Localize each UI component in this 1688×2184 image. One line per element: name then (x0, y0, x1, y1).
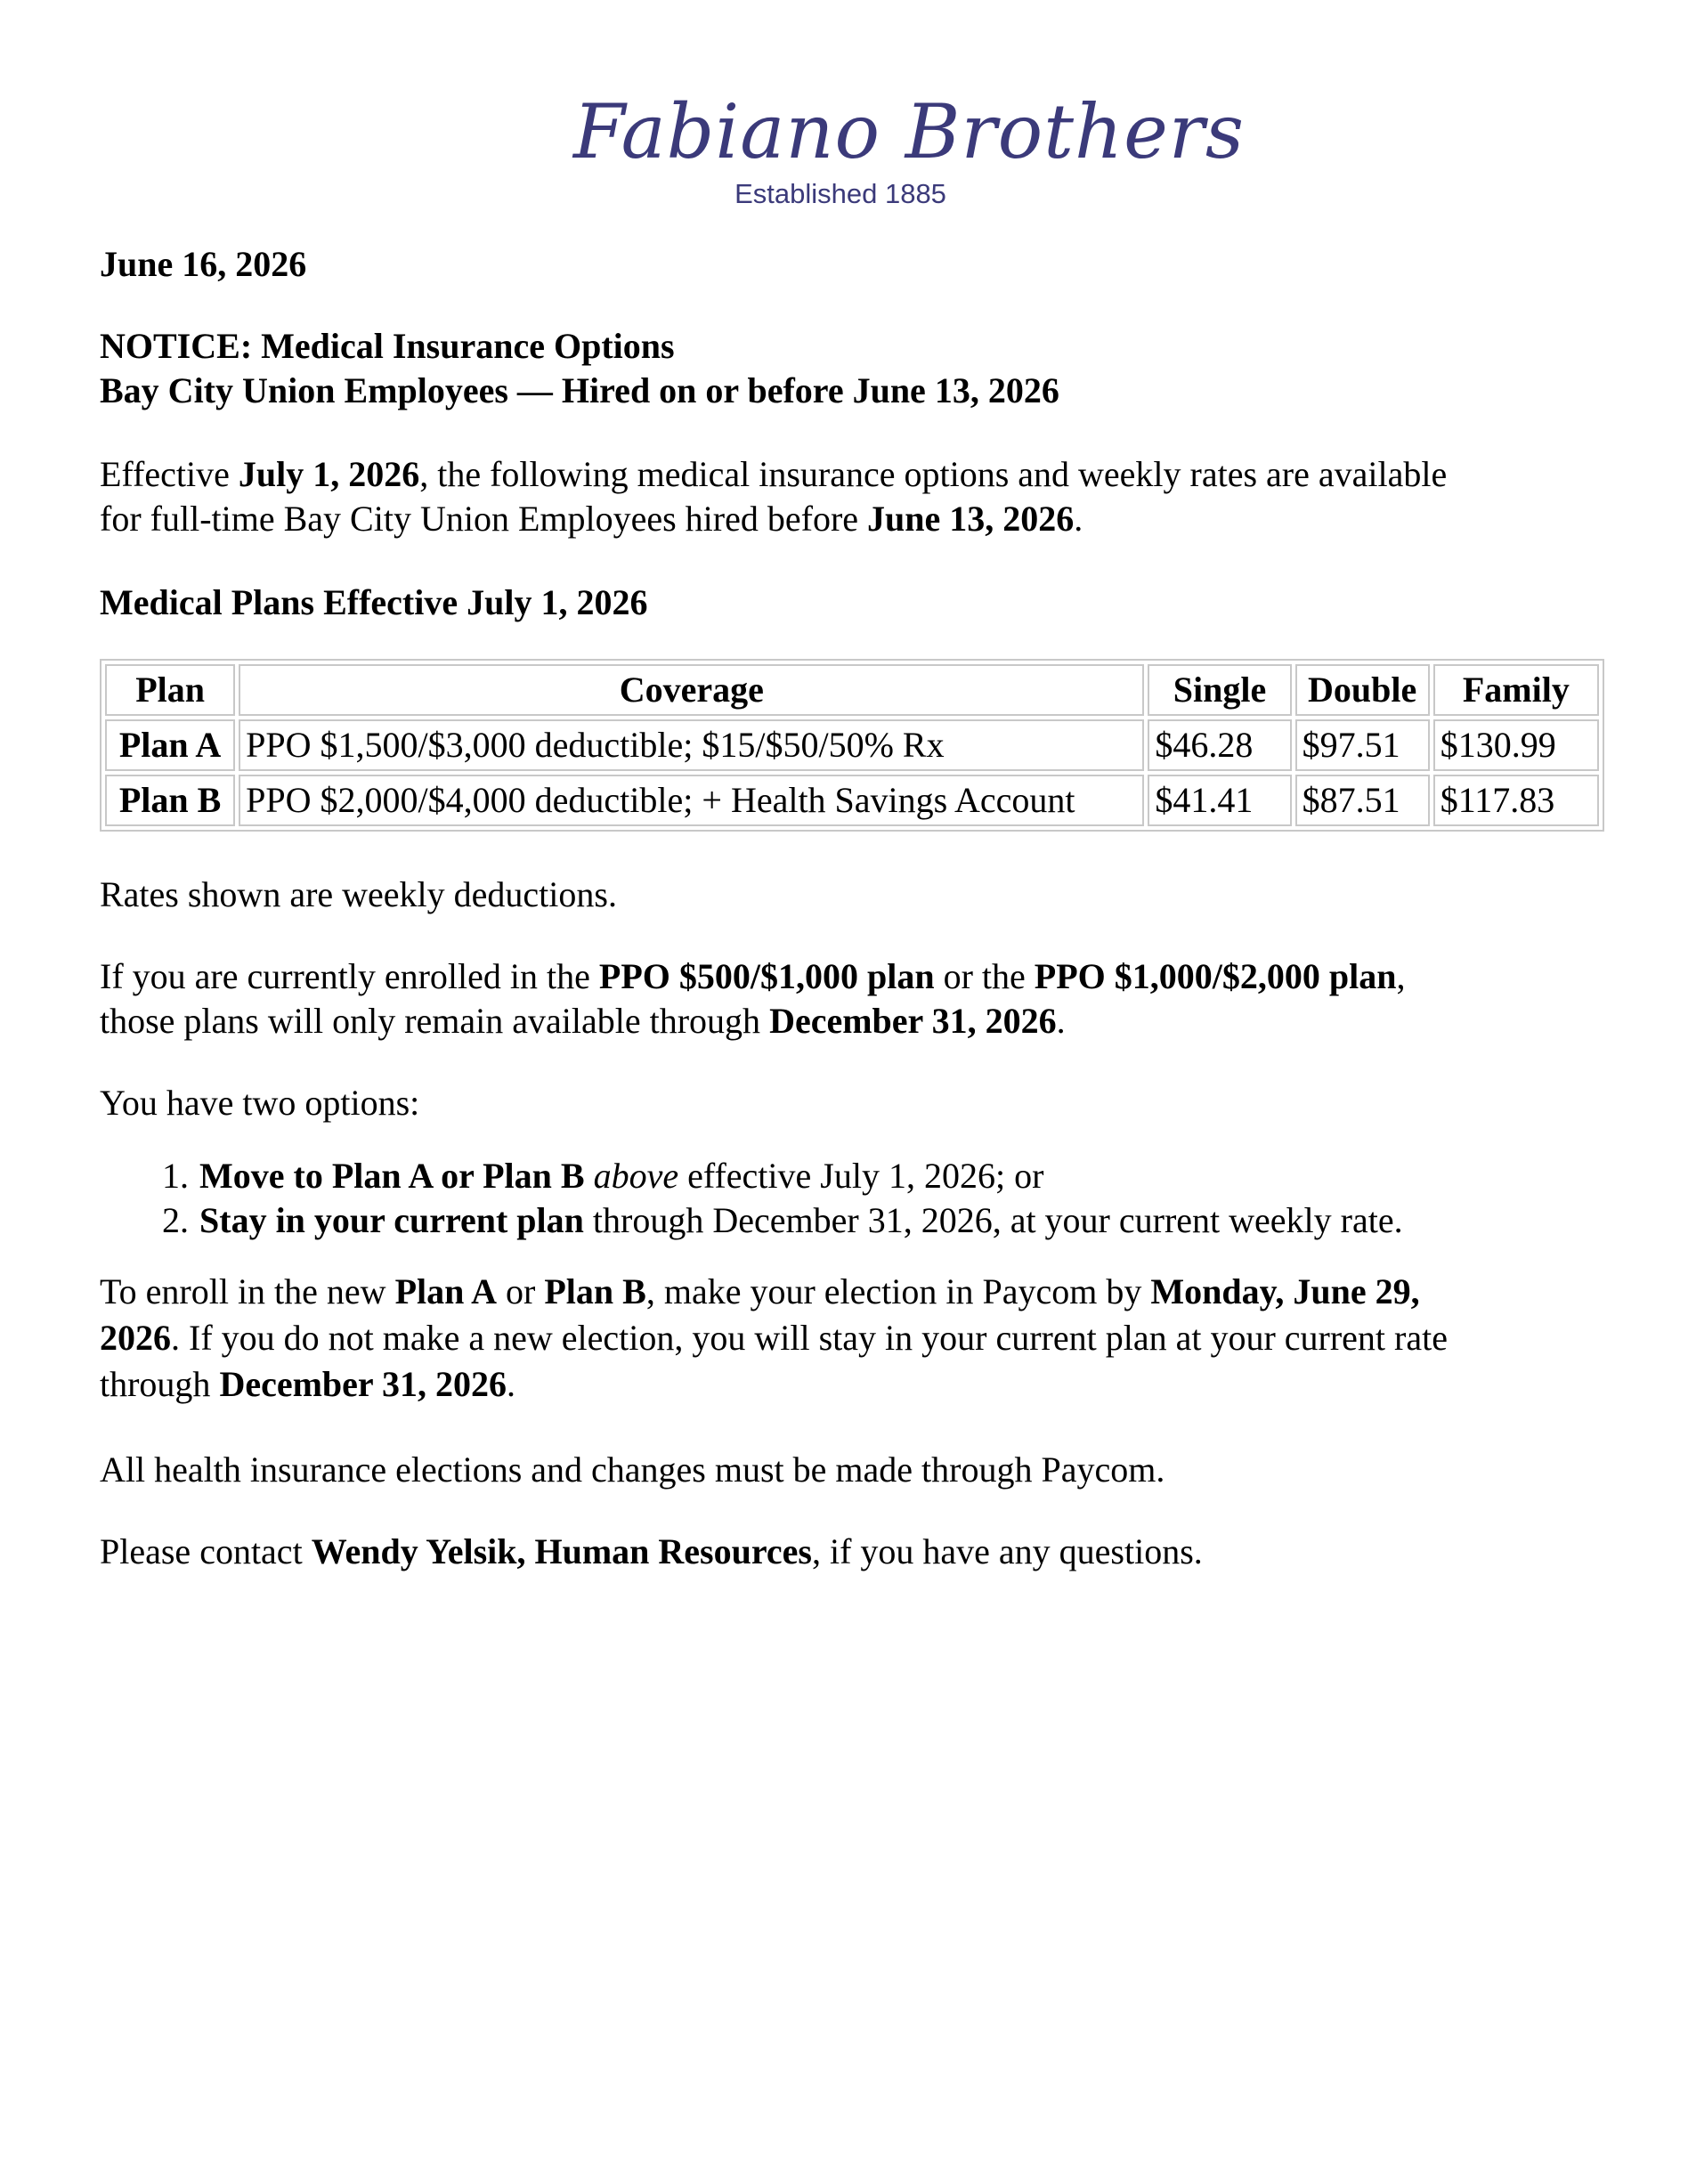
options-list (100, 1154, 1403, 1243)
column-header-coverage: Coverage (239, 664, 1144, 716)
double-rate-cell: $97.51 (1295, 719, 1430, 771)
table-header-row (105, 664, 1599, 716)
intro-line-1: Effective July 1, 2026, the following medical insurance options and weekly rates are available (100, 454, 1448, 494)
column-header-family: Family (1433, 664, 1599, 716)
list-item: 2. Stay in your current plan through December 31, 2026, at your current weekly rate. (198, 1198, 1403, 1243)
logo-tagline: Established 1885 (734, 178, 946, 209)
single-rate-cell: $41.41 (1148, 775, 1291, 826)
plan-name-cell: Plan B (105, 775, 235, 826)
enroll-line-3: through December 31, 2026. (100, 1364, 515, 1404)
table-row (105, 775, 1599, 826)
enroll-line-2: 2026. If you do not make a new election, you will stay in your current plan at your current rate (100, 1318, 1448, 1358)
current-plan-line-2: those plans will only remain available through December 31, 2026. (100, 1001, 1066, 1041)
family-rate-cell: $117.83 (1433, 775, 1599, 826)
current-plan-line-1: If you are currently enrolled in the PPO $500/$1,000 plan or the PPO $1,000/$2,000 plan, (100, 956, 1406, 996)
list-item: 1. Move to Plan A or Plan B above effective July 1, 2026; or (198, 1154, 1403, 1198)
logo-wordmark: Fabiano Brothers (573, 88, 1246, 175)
rates-note: Rates shown are weekly deductions. (100, 874, 617, 914)
contact-line: Please contact Wendy Yelsik, Human Resources, if you have any questions. (100, 1531, 1203, 1571)
notice-subheading: Bay City Union Employees — Hired on or before June 13, 2026 (100, 370, 1059, 410)
notice-date: June 16, 2026 (100, 244, 307, 284)
single-rate-cell: $46.28 (1148, 719, 1291, 771)
coverage-cell: PPO $2,000/$4,000 deductible; + Health Savings Account (239, 775, 1144, 826)
intro-line-2: for full-time Bay City Union Employees hired before June 13, 2026. (100, 499, 1083, 539)
medical-plans-table (100, 659, 1604, 832)
coverage-cell: PPO $1,500/$3,000 deductible; $15/$50/50% Rx (239, 719, 1144, 771)
paycom-note: All health insurance elections and changes must be made through Paycom. (100, 1449, 1165, 1490)
company-logo (573, 87, 1246, 212)
double-rate-cell: $87.51 (1295, 775, 1430, 826)
options-intro: You have two options: (100, 1083, 420, 1123)
column-header-single: Single (1148, 664, 1291, 716)
table-row (105, 719, 1599, 771)
notice-heading: NOTICE: Medical Insurance Options (100, 326, 675, 366)
column-header-plan: Plan (105, 664, 235, 716)
table-title: Medical Plans Effective July 1, 2026 (100, 582, 648, 622)
plan-name-cell: Plan A (105, 719, 235, 771)
family-rate-cell: $130.99 (1433, 719, 1599, 771)
column-header-double: Double (1295, 664, 1430, 716)
enroll-line-1: To enroll in the new Plan A or Plan B, make your election in Paycom by Monday, June 29, (100, 1271, 1420, 1311)
